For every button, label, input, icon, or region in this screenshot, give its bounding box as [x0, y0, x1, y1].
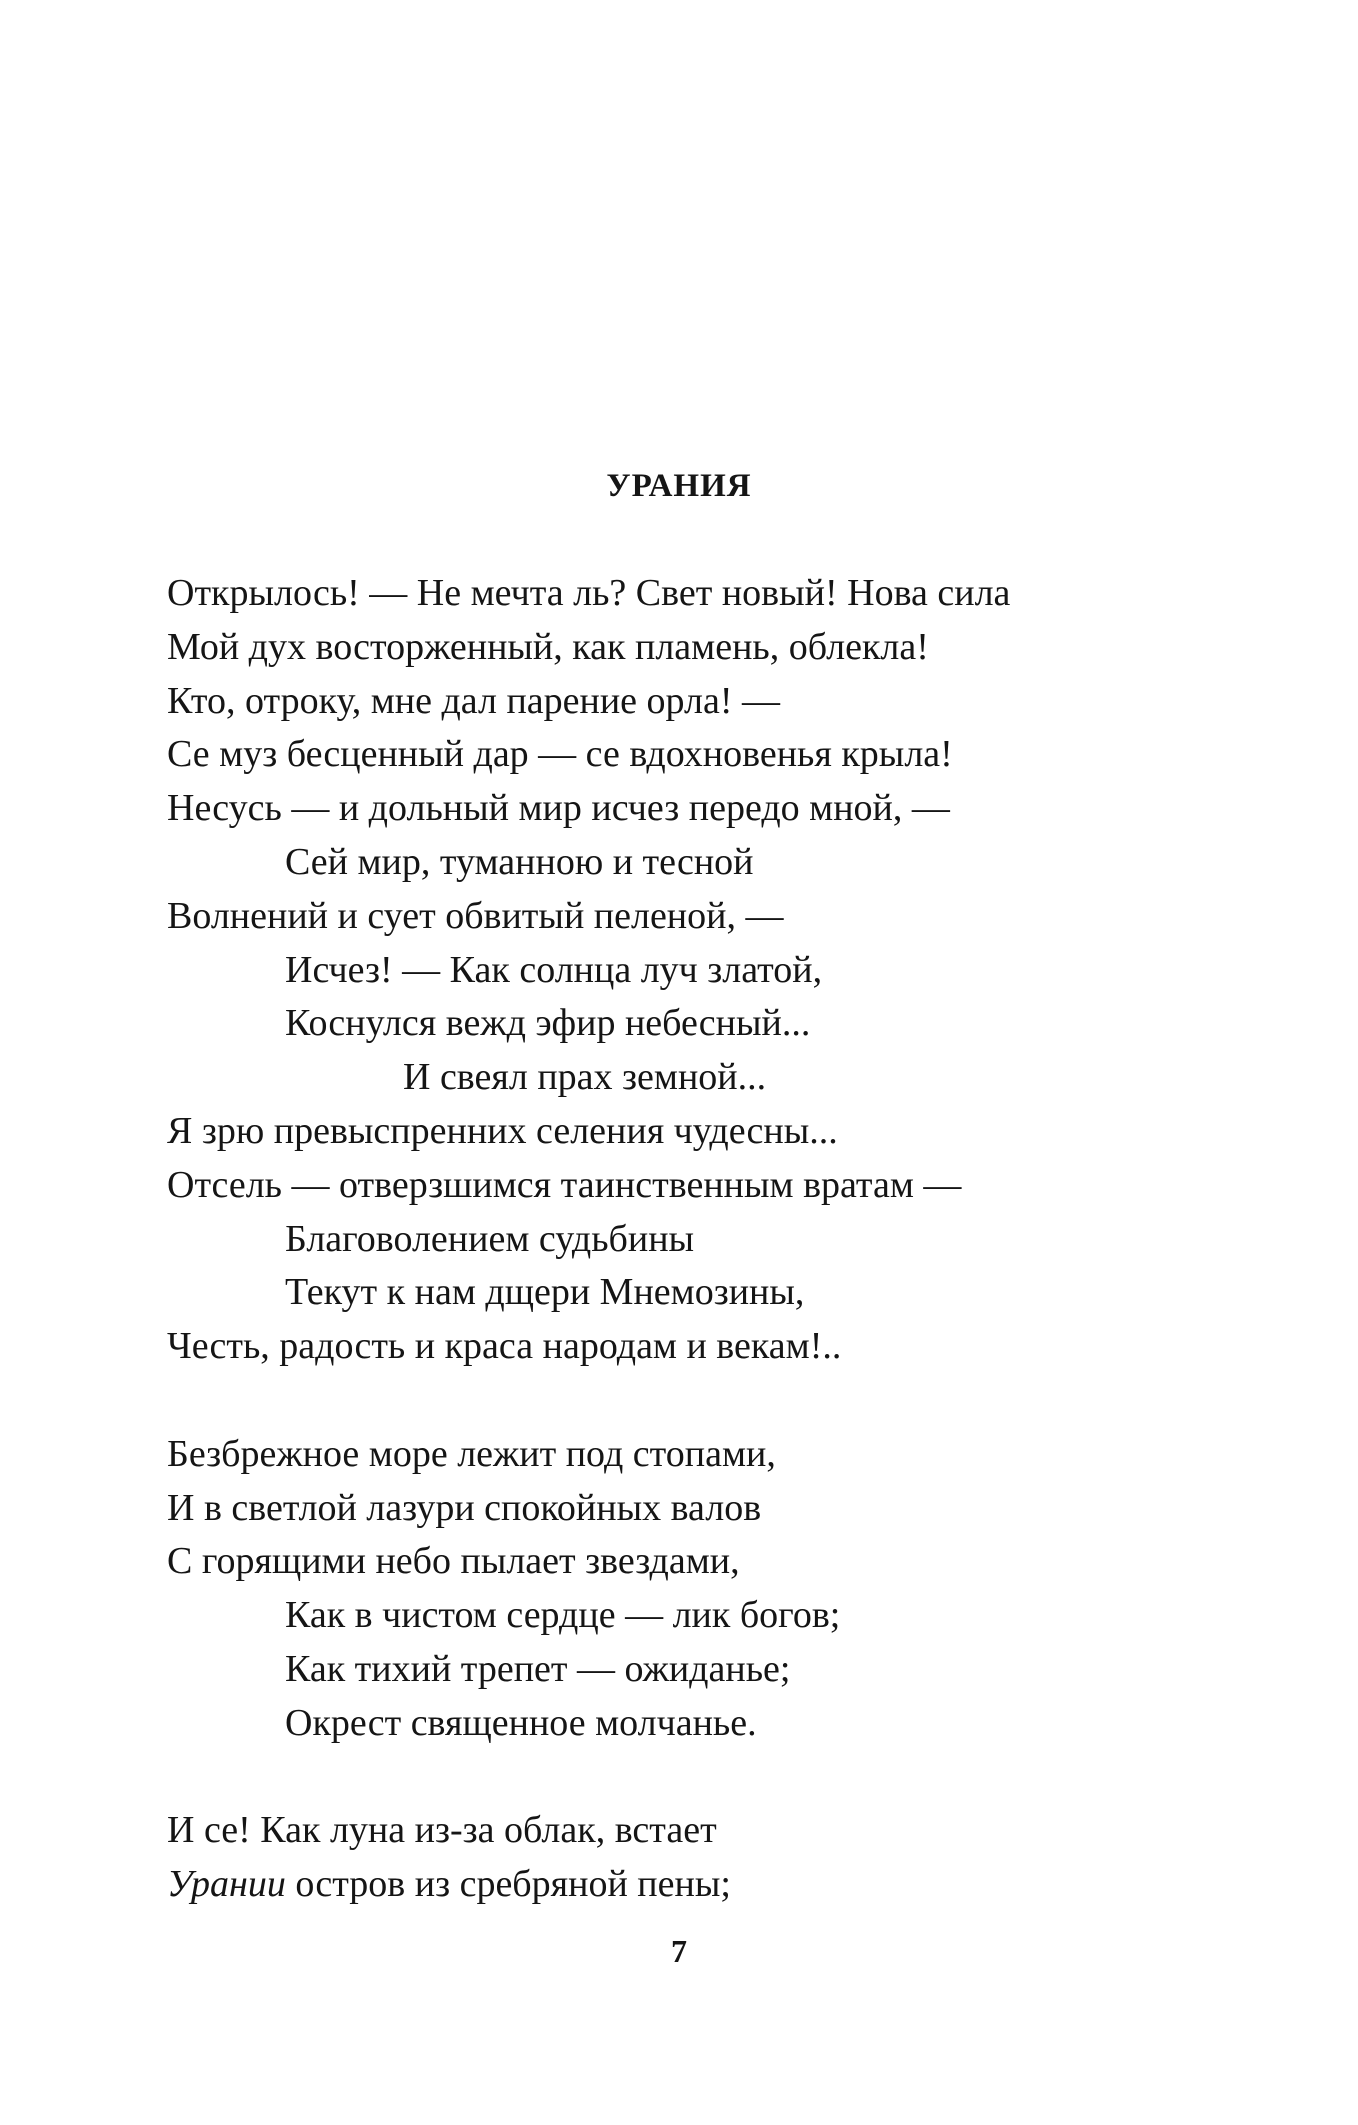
poem-line: Честь, радость и краса народам и векам!.. — [167, 1325, 842, 1368]
poem-line: Отсель — отверзшимся таинственным вратам — — [167, 1163, 962, 1206]
poem-body — [167, 567, 1267, 1912]
poem-title: УРАНИЯ — [606, 468, 752, 504]
poem-line: Безбрежное море лежит под стопами, — [167, 1432, 776, 1475]
poem-line: Кто, отроку, мне дал парение орла! — — [167, 679, 781, 722]
stanza-break — [167, 1374, 1267, 1428]
stanza-break — [167, 1751, 1267, 1805]
poem-line: Окрест священное молчанье. — [285, 1701, 757, 1744]
page-number: 7 — [671, 1933, 687, 1969]
poem-line: И в светлой лазури спокойных валов — [167, 1486, 762, 1529]
poem-line: Волнений и сует обвитый пеленой, — — [167, 894, 784, 937]
poem-line: Открылось! — Не мечта ль? Свет новый! Нова сила — [167, 572, 1011, 614]
line-text: остров из сребряной пены; — [285, 1863, 731, 1906]
poem-line: Коснулся вежд эфир небесный... — [285, 1002, 811, 1045]
poem-line: Как тихий трепет — ожиданье; — [285, 1647, 791, 1690]
poem-line: Текут к нам дщери Мнемозины, — [285, 1271, 805, 1314]
poem-line: Благоволением судьбины — [285, 1217, 695, 1260]
poem-line: Несусь — и дольный мир исчез передо мной, — — [167, 787, 950, 830]
italic-word: Урании — [167, 1863, 286, 1906]
poem-line: Исчез! — Как солнца луч златой, — [285, 948, 823, 991]
poem-line: С горящими небо пылает звездами, — [167, 1540, 740, 1583]
poem-line — [167, 1858, 1267, 1912]
poem-line: Мой дух восторженный, как пламень, облекла! — [167, 625, 929, 668]
poem-line: И се! Как луна из-за облак, встает — [167, 1809, 717, 1852]
poem-line: Се муз бесценный дар — се вдохновенья крыла! — [167, 733, 953, 776]
poem-line: Сей мир, туманною и тесной — [285, 840, 754, 883]
poem-line: И свеял прах земной... — [403, 1056, 767, 1099]
poem-line: Как в чистом сердце — лик богов; — [285, 1594, 841, 1637]
poem-line: Я зрю превыспренних селения чудесны... — [167, 1109, 838, 1152]
